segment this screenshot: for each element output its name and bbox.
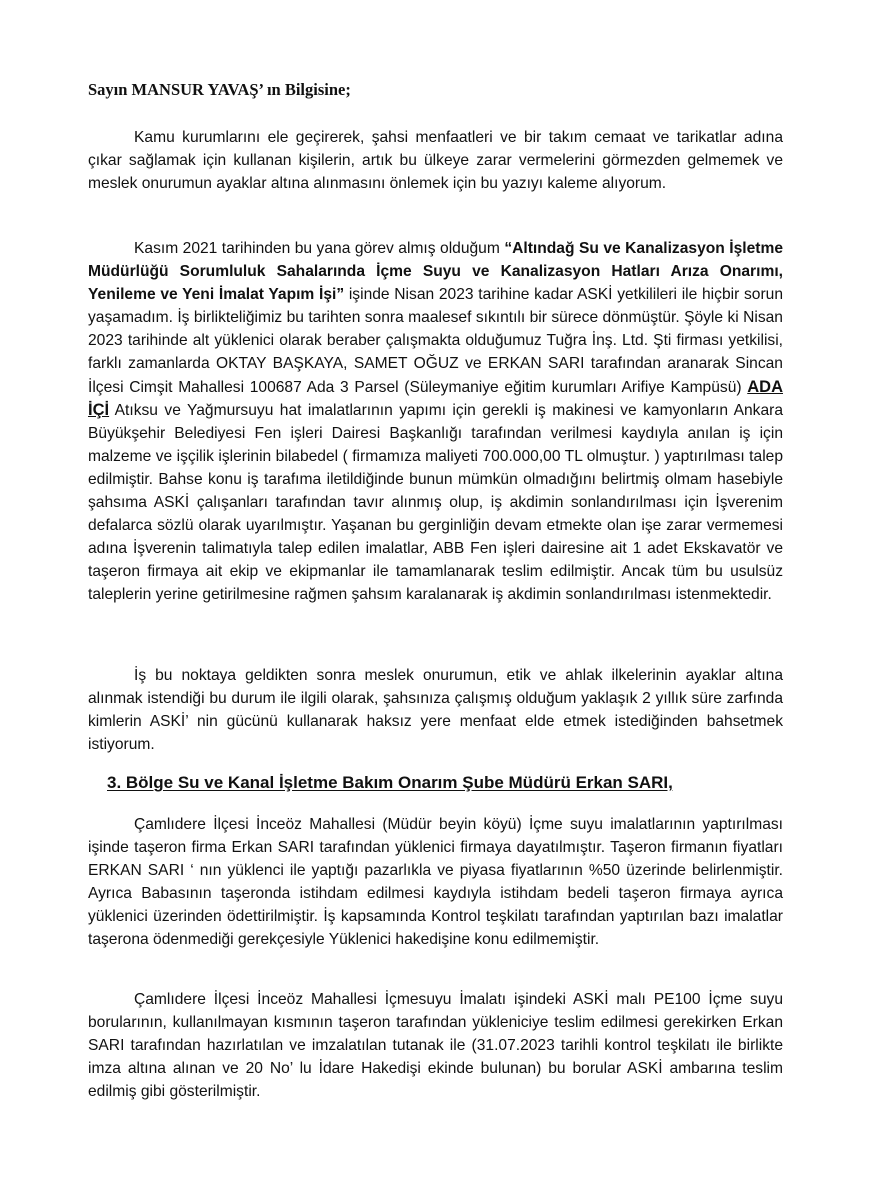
salutation: Sayın MANSUR YAVAŞ’ ın Bilgisine;	[88, 80, 351, 99]
paragraph-camlidere-subcontractor: Çamlıdere İlçesi İnceöz Mahallesi (Müdür beyin köyü) İçme suyu imalatlarının yaptırılması işinde taşeron firma Erkan SARI tarafından yüklenici firmaya dayatılmıştır. Taşeron firmanın fiyatları ERKAN SARI ‘ nın yüklenci ile yaptığı pazarlıkla ve piyasa fiyatlarının %50 üzerinde belirlenmiştir. Ayrıca Babasının taşeronda istihdam edilmesi kaydıyla istihdam bedeli taşeron firmaya ayrıca yüklenici üzerinden ödettirilmiştir. İş kapsamında Kontrol teşkilatı tarafından yaptırılan bazı imalatlar taşerona ödenmediği gerekçesiyle Yüklenici hakedişine konu edilmemiştir.	[88, 816, 783, 949]
paragraph-project-intro: Kasım 2021 tarihinden bu yana görev almış olduğum	[134, 240, 505, 257]
paragraph-project-end: Atıksu ve Yağmursuyu hat imalatlarının yapımı için gerekli iş makinesi ve kamyonların Ankara Büyükşehir Belediyesi Fen işleri Dairesi Başkanlığı tarafından verilmesi kaydıyla anılan iş için malzeme ve işçilik işlerinin bilabedel ( firmamıza maliyeti 700.000,00 TL olmuştur. ) yaptırılması talep edilmiştir. Bahse konu iş tarafıma iletildiğinde bunun mümkün olmadığını belirtmiş olmam hasebiyle şahsıma ASKİ çalışanları tarafından tavır alınmış olup, iş akdimin sonlandırılması için İşverenim defalarca sözlü olarak uyarılmıştır. Yaşanan bu gerginliğin devam etmekte olan işe zarar vermemesi adına İşverenin talimatıyla talep edilen imalatlar, ABB Fen işleri dairesine ait 1 adet Ekskavatör ve taşeron firmaya ait ekip ve ekipmanlar ile tamamlanarak teslim edilmiştir. Ancak tüm bu usulsüz taleplerin yerine getirilmesine rağmen şahsım karalanarak iş akdimin sonlandırılması istenmektedir.	[88, 401, 783, 604]
paragraph-project-middle: işinde Nisan 2023 tarihine kadar ASKİ yetkilileri ile hiçbir sorun yaşamadım. İş birlikteliğimiz bu tarihten sonra maalesef sıkıntılı bir sürece dönmüştür. Şöyle ki Nisan 2023 tarihinde alt yüklenici olarak beraber çalışmakta olduğumuz Tuğra İnş. Ltd. Şti firması yetkilisi, farklı zamanlarda OKTAY BAŞKAYA, SAMET OĞUZ ve ERKAN SARI tarafından aranarak Sincan İlçesi Cimşit Mahallesi 100687 Ada 3 Parsel (Süleymaniye eğitim kurumları Arifiye Kampüsü)	[88, 286, 783, 396]
section-heading: 3. Bölge Su ve Kanal İşletme Bakım Onarım Şube Müdürü Erkan SARI,	[107, 773, 673, 792]
paragraph-purpose: İş bu noktaya geldikten sonra meslek onurumun, etik ve ahlak ilkelerinin ayaklar altına alınmak istendiği bu durum ile ilgili olarak, şahsınıza çalışmış olduğum yaklaşık 2 yıllık süre zarfında kimlerin ASKİ’ nin gücünü kullanarak haksız yere menfaat elde etmek istediğinden bahsetmek istiyorum.	[88, 667, 783, 754]
ada-ici-emphasis: ADA İÇİ	[88, 377, 783, 419]
paragraph-intro: Kamu kurumlarını ele geçirerek, şahsi menfaatleri ve bir takım cemaat ve tarikatlar adına çıkar sağlamak için kullanan kişilerin, artık bu ülkeye zarar vermelerini görmezden gelmemek ve meslek onurumun ayaklar altına alınmasını önlemek için bu yazıyı kaleme alıyorum.	[88, 129, 783, 193]
paragraph-project	[88, 237, 783, 607]
paragraph-camlidere-pipes: Çamlıdere İlçesi İnceöz Mahallesi İçmesuyu İmalatı işindeki ASKİ malı PE100 İçme suyu borularının, kullanılmayan kısmının taşeron tarafından yükleniciye teslim edilmesi gerekirken Erkan SARI tarafından hazırlatılan ve imzalatılan tutanak ile (31.07.2023 tarihli kontrol teşkilatı ile birlikte imza altına alınan ve 20 No’ lu İdare Hakedişi ekinde bulunan) bu borular ASKİ ambarına teslim edilmiş gibi gösterilmiştir.	[88, 991, 783, 1101]
project-title: “Altındağ Su ve Kanalizasyon İşletme Müdürlüğü Sorumluluk Sahalarında İçme Suyu ve Kanalizasyon Hatları Arıza Onarımı, Yenileme ve Yeni İmalat Yapım İşi”	[88, 240, 783, 304]
